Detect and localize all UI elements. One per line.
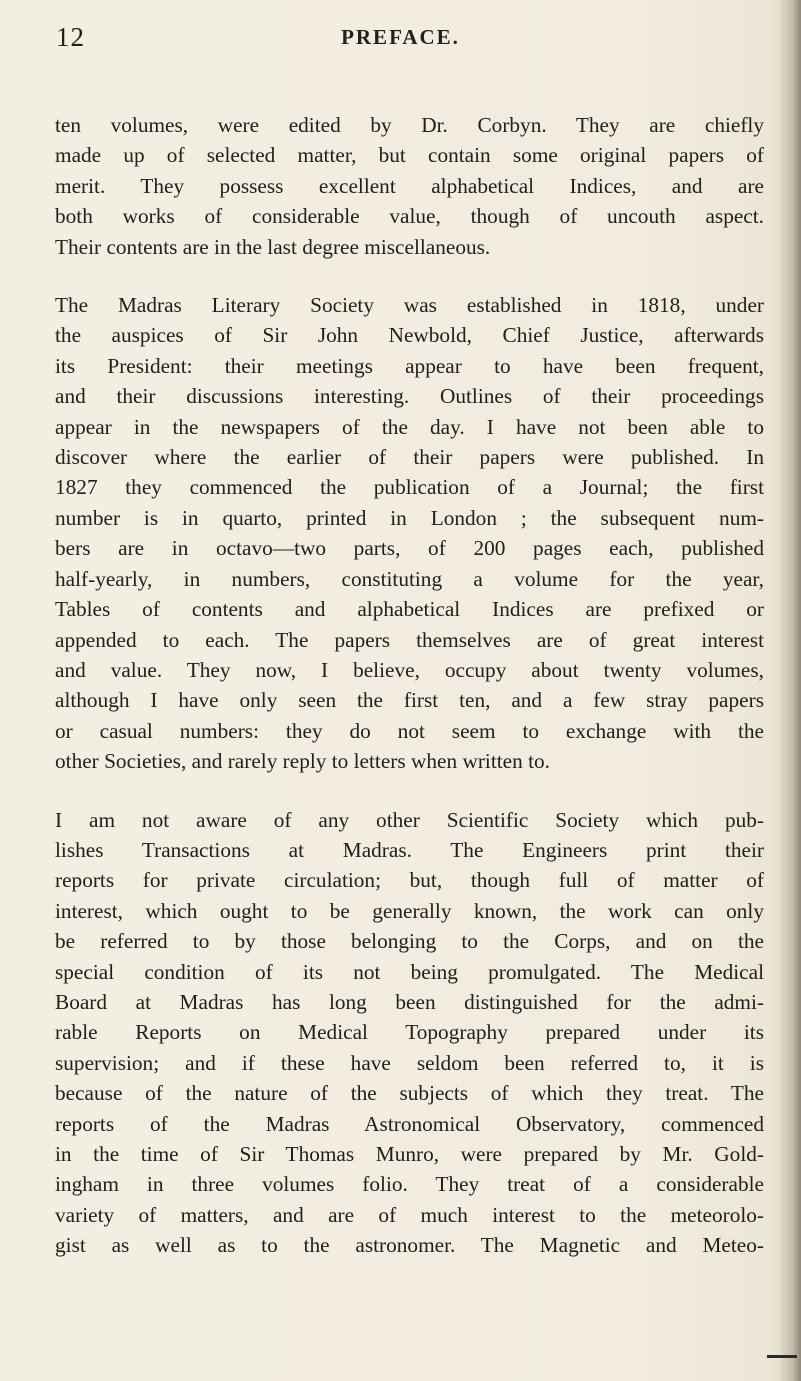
text-line: Tables of contents and alphabetical Indices are prefixed or [55, 597, 764, 622]
text-line: appear in the newspapers of the day. I have not been able to [55, 414, 764, 439]
text-line: supervision; and if these have seldom been referred to, it is [55, 1050, 764, 1075]
text-line: merit. They possess excellent alphabetical Indices, and are [55, 173, 764, 198]
text-line: lishes Transactions at Madras. The Engineers print their [55, 837, 764, 862]
text-line: special condition of its not being promulgated. The Medical [55, 959, 764, 984]
text-line: bers are in octavo—two parts, of 200 pages each, published [55, 536, 764, 561]
text-line: gist as well as to the astronomer. The Magnetic and Meteo- [55, 1233, 764, 1258]
page-header [0, 22, 801, 62]
text-line: I am not aware of any other Scientific Society which pub- [55, 807, 764, 832]
page-edge-shadow [779, 0, 801, 1381]
text-line: appended to each. The papers themselves are of great interest [55, 627, 764, 652]
text-line: be referred to by those belonging to the Corps, and on the [55, 929, 764, 954]
text-line: discover where the earlier of their papers were published. In [55, 445, 764, 470]
text-line: because of the nature of the subjects of which they treat. The [55, 1081, 764, 1106]
text-line: The Madras Literary Society was established in 1818, under [55, 293, 764, 318]
text-line: half-yearly, in numbers, constituting a volume for the year, [55, 566, 764, 591]
text-line: other Societies, and rarely reply to letters when written to. [55, 749, 550, 774]
text-line: in the time of Sir Thomas Munro, were prepared by Mr. Gold- [55, 1142, 764, 1166]
text-line: number is in quarto, printed in London ; the subsequent num- [55, 505, 764, 530]
text-line: both works of considerable value, though of uncouth aspect. [55, 204, 764, 229]
page-number: 12 [56, 22, 85, 52]
text-line: ingham in three volumes folio. They treat of a considerable [55, 1172, 764, 1197]
text-line: ten volumes, were edited by Dr. Corbyn. They are chiefly [55, 113, 764, 137]
paragraph [55, 805, 764, 1261]
page-edge-mark [767, 1355, 797, 1358]
text-line: the auspices of Sir John Newbold, Chief Justice, afterwards [55, 323, 764, 348]
text-line: reports for private circulation; but, though full of matter of [55, 868, 764, 893]
text-line: variety of matters, and are of much interest to the meteorolo- [55, 1202, 764, 1227]
body-text [55, 110, 764, 1289]
text-line: rable Reports on Medical Topography prepared under its [55, 1020, 764, 1045]
paragraph [55, 110, 764, 262]
text-line: or casual numbers: they do not seem to exchange with the [55, 718, 764, 743]
paragraph [55, 290, 764, 777]
text-line: interest, which ought to be generally known, the work can only [55, 898, 764, 923]
text-line: Their contents are in the last degree miscellaneous. [55, 234, 491, 259]
text-line: made up of selected matter, but contain some original papers of [55, 143, 764, 168]
running-head: PREFACE. [341, 25, 460, 49]
text-line: its President: their meetings appear to have been frequent, [55, 353, 764, 378]
text-line: although I have only seen the first ten, and a few stray papers [55, 688, 764, 713]
text-line: 1827 they commenced the publication of a Journal; the first [55, 475, 764, 500]
text-line: and value. They now, I believe, occupy about twenty volumes, [55, 657, 764, 682]
text-line: reports of the Madras Astronomical Observatory, commenced [55, 1111, 764, 1136]
text-line: Board at Madras has long been distinguished for the admi- [55, 989, 764, 1014]
text-line: and their discussions interesting. Outlines of their proceedings [55, 384, 764, 409]
